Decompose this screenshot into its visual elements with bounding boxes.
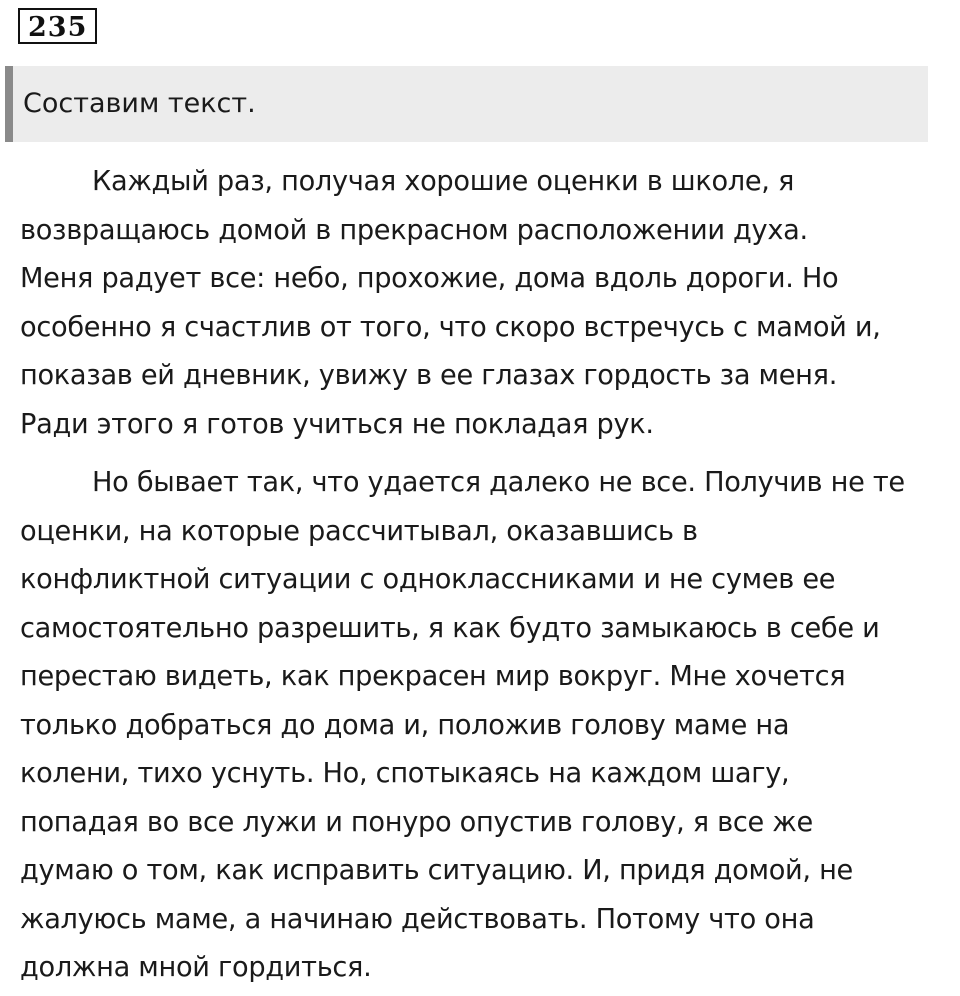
task-instruction: Составим текст. xyxy=(23,88,256,119)
text-line: самостоятельно разрешить, я как будто замыкаюсь в себе и xyxy=(20,612,880,644)
text-line: возвращаюсь домой в прекрасном расположении духа. xyxy=(20,214,808,246)
text-line: Ради этого я готов учиться не покладая рук. xyxy=(20,408,654,440)
text-line: оценки, на которые рассчитывал, оказавшись в xyxy=(20,515,698,547)
text-line: особенно я счастлив от того, что скоро встречусь с мамой и, xyxy=(20,311,881,343)
text-line: показав ей дневник, увижу в ее глазах гордость за меня. xyxy=(20,360,838,391)
text-line: перестаю видеть, как прекрасен мир вокруг. Мне хочется xyxy=(20,661,846,692)
exercise-number: 235 xyxy=(18,8,97,44)
text-line: колени, тихо уснуть. Но, спотыкаясь на каждом шагу, xyxy=(20,758,790,789)
text-line: только добраться до дома и, положив голову маме на xyxy=(20,709,790,741)
text-line: думаю о том, как исправить ситуацию. И, придя домой, не xyxy=(20,855,853,886)
essay-text xyxy=(20,158,955,993)
paragraph-1 xyxy=(20,158,955,449)
text-line: Но бывает так, что удается далеко не все. Получив не те xyxy=(92,467,905,498)
text-line: жалуюсь маме, а начинаю действовать. Потому что она xyxy=(20,903,815,935)
task-instruction-box xyxy=(5,66,928,142)
text-line: попадая во все лужи и понуро опустив голову, я все же xyxy=(20,806,813,838)
text-line: Каждый раз, получая хорошие оценки в школе, я xyxy=(92,166,795,197)
text-line: конфликтной ситуации с одноклассниками и не сумев ее xyxy=(20,564,836,595)
paragraph-2 xyxy=(20,459,955,993)
text-line: Меня радует все: небо, прохожие, дома вдоль дороги. Но xyxy=(20,263,839,294)
text-line: должна мной гордиться. xyxy=(20,952,372,983)
